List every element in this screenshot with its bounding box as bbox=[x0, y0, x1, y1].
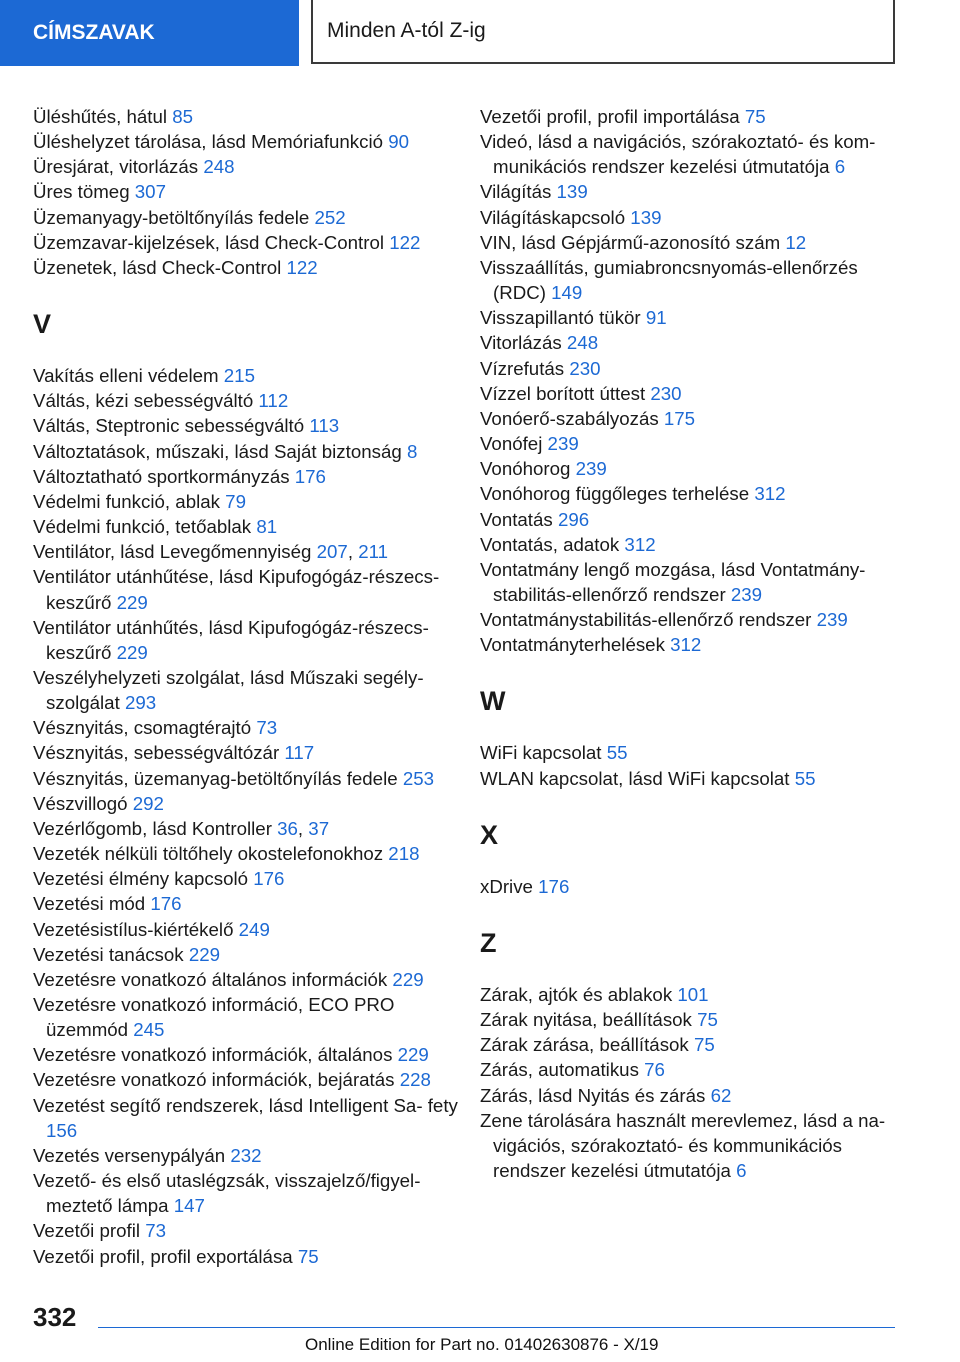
page-reference-link[interactable]: 176 bbox=[294, 465, 326, 487]
index-entry bbox=[33, 1218, 463, 1243]
index-entry bbox=[480, 1057, 910, 1082]
index-entry bbox=[33, 841, 463, 866]
page-reference-link[interactable]: 75 bbox=[297, 1245, 319, 1267]
index-entry-text: Vontatmány lengő mozgása, lásd Vontatmány‐ stabilitás-ellenőrző rendszer bbox=[480, 558, 866, 605]
index-entry bbox=[480, 356, 910, 381]
index-entry-text: Vészvillogó bbox=[33, 792, 133, 814]
page-reference-link[interactable]: 139 bbox=[556, 181, 588, 203]
index-entry bbox=[33, 715, 463, 740]
index-entry bbox=[33, 205, 463, 230]
index-entry-text: Vonóhorog függőleges terhelése bbox=[480, 483, 755, 505]
index-entry bbox=[480, 431, 910, 456]
page-reference-link[interactable]: 37 bbox=[308, 817, 330, 839]
page-reference-link[interactable]: 73 bbox=[145, 1220, 166, 1242]
index-entry bbox=[33, 866, 463, 891]
page-number: 332 bbox=[33, 1302, 77, 1332]
index-entry bbox=[33, 439, 463, 464]
index-entry bbox=[33, 1244, 463, 1269]
index-entry bbox=[33, 615, 463, 665]
page-reference-link[interactable]: 229 bbox=[392, 968, 424, 990]
page-reference-link[interactable]: 239 bbox=[575, 458, 607, 480]
index-entry bbox=[480, 740, 910, 765]
index-entry bbox=[480, 1083, 910, 1108]
page-reference-link[interactable]: 312 bbox=[624, 533, 656, 555]
page-reference-link[interactable]: 122 bbox=[389, 231, 421, 253]
index-entry-text: Üzenetek, lásd Check-Control bbox=[33, 256, 287, 278]
index-entry bbox=[480, 481, 910, 506]
page-reference-link[interactable]: 230 bbox=[650, 382, 682, 404]
index-entry-text: xDrive bbox=[480, 875, 539, 897]
index-entry-text: Üres tömeg bbox=[33, 181, 135, 203]
page-reference-link[interactable]: 228 bbox=[399, 1069, 431, 1091]
index-entry bbox=[33, 992, 463, 1042]
index-entry-text: Üléshűtés, hátul bbox=[33, 106, 173, 127]
page-reference-link[interactable]: 239 bbox=[547, 433, 579, 455]
index-entry bbox=[480, 330, 910, 355]
index-entry bbox=[480, 406, 910, 431]
index-entry bbox=[480, 230, 910, 255]
page-reference-link[interactable]: 229 bbox=[116, 641, 148, 663]
index-entry bbox=[33, 942, 463, 967]
index-entry bbox=[480, 381, 910, 406]
index-letter-heading: W bbox=[480, 686, 506, 717]
index-entry bbox=[480, 129, 910, 179]
index-entry-text: Vontatmányterhelések bbox=[480, 634, 671, 656]
index-entry-text: Vonóhorog bbox=[480, 458, 576, 480]
index-entry-text: Vezetői profil, profil exportálása bbox=[33, 1245, 298, 1267]
section-tab-label: CÍMSZAVAK bbox=[33, 21, 155, 44]
index-entry bbox=[33, 917, 463, 942]
index-entry bbox=[33, 1143, 463, 1168]
page-reference-link[interactable]: 55 bbox=[794, 767, 816, 789]
index-entry-text: Vezetésre vonatkozó információk, bejáratás bbox=[33, 1069, 400, 1091]
index-entry-text: Zárak zárása, beállítások bbox=[480, 1034, 694, 1056]
index-letter-heading: V bbox=[33, 309, 52, 340]
page-reference-link[interactable]: 113 bbox=[309, 415, 340, 437]
index-entry-text: Vezetés versenypályán bbox=[33, 1144, 231, 1166]
index-entry bbox=[33, 413, 463, 438]
index-entry bbox=[33, 104, 463, 129]
index-entry-text: Világításkapcsoló bbox=[480, 206, 631, 228]
page-reference-link[interactable]: 73 bbox=[256, 717, 278, 739]
index-letter-heading: Z bbox=[480, 927, 497, 958]
index-entry-text: Visszapillantó tükör bbox=[480, 307, 646, 329]
page-reference-link[interactable]: 229 bbox=[116, 591, 148, 613]
page-reference-link[interactable]: 76 bbox=[644, 1059, 665, 1081]
section-tab[interactable] bbox=[0, 0, 299, 66]
page-reference-link[interactable]: 117 bbox=[284, 742, 315, 764]
page-reference-link[interactable]: 81 bbox=[256, 516, 278, 538]
index-entry: Vezérlőgomb, lásd Kontroller 36, 37 bbox=[33, 817, 330, 839]
index-letter-heading: X bbox=[480, 819, 499, 850]
index-entry bbox=[33, 1168, 463, 1218]
page-reference-link[interactable]: 85 bbox=[172, 106, 193, 127]
page-reference-link[interactable]: 312 bbox=[754, 483, 786, 505]
index-entry bbox=[480, 874, 910, 899]
index-entry-text: Vonófej bbox=[480, 433, 548, 455]
index-entry-text: Vezeték nélküli töltőhely okostelefonokhoz bbox=[33, 843, 389, 865]
index-entry-text: Vésznyitás, üzemanyag-betöltőnyílás fedele bbox=[33, 767, 403, 789]
index-entry bbox=[33, 564, 463, 614]
page-reference-link[interactable]: 156 bbox=[46, 1119, 78, 1141]
page-reference-link[interactable]: 249 bbox=[238, 918, 270, 940]
index-entry-text: Világítás bbox=[480, 181, 557, 203]
index-entry bbox=[33, 665, 463, 715]
page-reference-link[interactable]: 176 bbox=[253, 868, 285, 890]
footer-edition: Online Edition for Part no. 01402630876 - X/19 bbox=[305, 1335, 659, 1354]
index-entry bbox=[33, 464, 463, 489]
page-reference-link[interactable]: 229 bbox=[397, 1044, 429, 1066]
index-entry-text: Vésznyitás, csomagtérajtó bbox=[33, 717, 257, 739]
page-reference-link[interactable]: 296 bbox=[557, 508, 590, 530]
page-reference-link[interactable]: 239 bbox=[730, 583, 763, 605]
index-entry-text: Veszélyhelyzeti szolgálat, lásd Műszaki segély‐ szolgálat bbox=[33, 666, 424, 714]
index-entry bbox=[480, 557, 910, 607]
index-entry-text: Zárás, lásd Nyitás és zárás bbox=[480, 1084, 711, 1106]
index-entry bbox=[480, 632, 910, 657]
chapter-header bbox=[311, 0, 895, 64]
index-entry-text: WiFi kapcsolat bbox=[480, 742, 607, 764]
page-reference-link[interactable]: 176 bbox=[538, 875, 570, 897]
index-entry bbox=[33, 154, 463, 179]
index-column-right bbox=[480, 104, 910, 1183]
chapter-title: Minden A-tól Z-ig bbox=[327, 19, 486, 42]
page-reference-link[interactable]: 90 bbox=[388, 131, 410, 153]
index-entry-text: Vakítás elleni védelem bbox=[33, 365, 224, 387]
index-entry bbox=[33, 1093, 463, 1143]
index-entry-text: Zárak, ajtók és ablakok bbox=[480, 983, 678, 1005]
index-entry bbox=[33, 514, 463, 539]
index-entry-text: Vezetésre vonatkozó információ, ECO PRO üzemmód bbox=[33, 994, 395, 1041]
index-entry bbox=[33, 489, 463, 514]
index-entry-text: Védelmi funkció, ablak bbox=[33, 490, 226, 512]
index-entry bbox=[480, 104, 910, 129]
page-reference-link[interactable]: 245 bbox=[133, 1019, 165, 1041]
index-entry bbox=[480, 1007, 910, 1032]
page-reference-link[interactable]: 211 bbox=[358, 541, 388, 563]
index-entry bbox=[33, 363, 463, 388]
index-entry-text: Vésznyitás, sebességváltózár bbox=[33, 742, 285, 764]
page-reference-link[interactable]: 307 bbox=[134, 181, 166, 203]
index-entry-text: Vonóerő-szabályozás bbox=[480, 407, 664, 429]
page-reference-link[interactable]: 112 bbox=[258, 390, 289, 412]
index-entry bbox=[33, 891, 463, 916]
page-reference-link[interactable]: 55 bbox=[606, 742, 628, 764]
index-entry bbox=[33, 179, 463, 204]
index-entry-text: Vezetési mód bbox=[33, 893, 151, 915]
index-entry-text: Ventilátor, lásd Levegőmennyiség bbox=[33, 541, 317, 563]
page-reference-link[interactable]: 253 bbox=[402, 767, 434, 789]
index-entry bbox=[33, 129, 463, 154]
index-entry-text: Zárak nyitása, beállítások bbox=[480, 1009, 698, 1031]
index-entry-text: Változtatások, műszaki, lásd Saját biztonság bbox=[33, 440, 407, 462]
index-entry-text: Vezetést segítő rendszerek, lásd Intelligent Sa‐ fety bbox=[33, 1094, 458, 1116]
page-reference-link[interactable]: 62 bbox=[710, 1084, 732, 1106]
index-entry-text: Vezetési élmény kapcsoló bbox=[33, 868, 254, 890]
index-entry-text: Üléshelyzet tárolása, lásd Memóriafunkció bbox=[33, 131, 389, 153]
index-entry-text: Ventilátor utánhűtés, lásd Kipufogógáz-részecs‐ keszűrő bbox=[33, 616, 429, 663]
page-reference-link[interactable]: 147 bbox=[173, 1195, 205, 1217]
index-entry bbox=[33, 967, 463, 992]
page-reference-link[interactable]: 229 bbox=[188, 943, 221, 965]
index-entry bbox=[480, 1108, 910, 1183]
index-entry bbox=[33, 230, 463, 255]
page-reference-link[interactable]: 176 bbox=[150, 893, 182, 915]
page-reference-link[interactable]: 149 bbox=[551, 282, 583, 304]
page-reference-link[interactable]: 122 bbox=[286, 256, 318, 278]
index-entry-text: Vezetésre vonatkozó információk, általános bbox=[33, 1044, 398, 1066]
index-entry bbox=[33, 388, 463, 413]
index-entry bbox=[480, 456, 910, 481]
index-entry-text: Üresjárat, vitorlázás bbox=[33, 156, 204, 178]
index-entry-text: WLAN kapcsolat, lásd WiFi kapcsolat bbox=[480, 767, 795, 789]
index-entry bbox=[480, 205, 910, 230]
index-entry bbox=[480, 305, 910, 330]
index-entry bbox=[480, 982, 910, 1007]
page-reference-link[interactable]: 175 bbox=[663, 407, 696, 429]
page-reference-link[interactable]: 293 bbox=[124, 692, 157, 714]
index-entry-text: Ventilátor utánhűtése, lásd Kipufogógáz-részecs‐ keszűrő bbox=[33, 566, 440, 613]
index-entry-text: Vezetői profil, profil importálása bbox=[480, 106, 745, 127]
index-entry-text: VIN, lásd Gépjármű-azonosító szám bbox=[480, 231, 786, 253]
page-reference-link[interactable]: 215 bbox=[223, 365, 255, 387]
index-entry bbox=[480, 532, 910, 557]
page-reference-link[interactable]: 139 bbox=[630, 206, 662, 228]
index-entry-text: Változtatható sportkormányzás bbox=[33, 465, 295, 487]
index-entry bbox=[33, 766, 463, 791]
page-reference-link[interactable]: 79 bbox=[225, 490, 246, 512]
page-reference-link[interactable]: 207 bbox=[316, 541, 348, 563]
index-entry-text: Vontatás bbox=[480, 508, 558, 530]
page-reference-link[interactable]: 248 bbox=[566, 332, 599, 354]
page-reference-link[interactable]: 218 bbox=[388, 843, 420, 865]
index-entry-text: Vízrefutás bbox=[480, 357, 570, 379]
index-entry-text: Vezetésistílus-kiértékelő bbox=[33, 918, 239, 940]
index-entry bbox=[480, 507, 910, 532]
index-entry bbox=[480, 179, 910, 204]
index-entry-text: Váltás, Steptronic sebességváltó bbox=[33, 415, 310, 437]
index-entry-text: Vezetési tanácsok bbox=[33, 943, 189, 965]
page-reference-link[interactable]: 75 bbox=[697, 1009, 718, 1031]
page-reference-link[interactable]: 8 bbox=[406, 440, 418, 462]
index-entry-text: Vontatmánystabilitás-ellenőrző rendszer bbox=[480, 609, 817, 631]
page-reference-link[interactable]: 6 bbox=[736, 1160, 747, 1181]
index-entry: Ventilátor, lásd Levegőmennyiség 207, 211 bbox=[33, 541, 388, 563]
index-entry-text: Vontatás, adatok bbox=[480, 533, 625, 555]
index-entry bbox=[480, 1032, 910, 1057]
index-entry-text: Védelmi funkció, tetőablak bbox=[33, 516, 257, 538]
page-reference-link[interactable]: 239 bbox=[816, 609, 848, 631]
index-entry-text: Váltás, kézi sebességváltó bbox=[33, 390, 259, 412]
page-reference-link[interactable]: 75 bbox=[744, 106, 766, 127]
page-reference-link[interactable]: 91 bbox=[645, 307, 667, 329]
index-entry-text: Üzemzavar-kijelzések, lásd Check-Control bbox=[33, 231, 390, 253]
footer-divider bbox=[98, 1327, 895, 1328]
index-entry-text: Visszaállítás, gumiabroncsnyomás-ellenőrzés (RDC) bbox=[480, 256, 858, 304]
index-entry bbox=[480, 766, 910, 791]
page-reference-link[interactable]: 6 bbox=[834, 156, 846, 178]
index-entry-text: Vízzel borított úttest bbox=[480, 382, 651, 404]
index-column-left bbox=[33, 104, 463, 1269]
page-reference-link[interactable]: 230 bbox=[569, 357, 601, 379]
page-reference-link[interactable]: 12 bbox=[785, 231, 807, 253]
page-reference-link[interactable]: 252 bbox=[314, 206, 346, 228]
index-entry-text: Vitorlázás bbox=[480, 332, 567, 354]
index-entry bbox=[33, 1042, 463, 1067]
page-reference-link[interactable]: 292 bbox=[132, 792, 164, 814]
index-entry bbox=[33, 1067, 463, 1092]
index-entry-text: Videó, lásd a navigációs, szórakoztató- és kom‐ munikációs rendszer kezelési útmutatója bbox=[480, 131, 876, 178]
page-reference-link[interactable]: 36 bbox=[277, 817, 298, 839]
index-entry bbox=[33, 791, 463, 816]
index-entry bbox=[33, 740, 463, 765]
index-entry-text: Vezető- és első utaslégzsák, visszajelző/figyel‐ meztető lámpa bbox=[33, 1170, 421, 1217]
page-reference-link[interactable]: 101 bbox=[677, 983, 709, 1005]
index-entry bbox=[480, 607, 910, 632]
index-entry-text: Zárás, automatikus bbox=[480, 1059, 645, 1081]
index-entry-text: Vezetői profil bbox=[33, 1220, 146, 1242]
index-entry-text: Vezérlőgomb, lásd Kontroller bbox=[33, 817, 278, 839]
index-entry-text: Zene tárolására használt merevlemez, lásd a na‐ vigációs, szórakoztató- és kommunikációs rendszer kezelési útmutatója bbox=[480, 1109, 886, 1181]
index-entry-text: Üzemanyagy-betöltőnyílás fedele bbox=[33, 206, 315, 228]
page-reference-link[interactable]: 312 bbox=[670, 634, 702, 656]
page-reference-link[interactable]: 248 bbox=[203, 156, 235, 178]
page-reference-link[interactable]: 232 bbox=[230, 1144, 262, 1166]
index-entry bbox=[33, 255, 463, 280]
page-reference-link[interactable]: 75 bbox=[693, 1034, 715, 1056]
index-entry bbox=[480, 255, 910, 305]
index-entry-text: Vezetésre vonatkozó általános információk bbox=[33, 968, 393, 990]
